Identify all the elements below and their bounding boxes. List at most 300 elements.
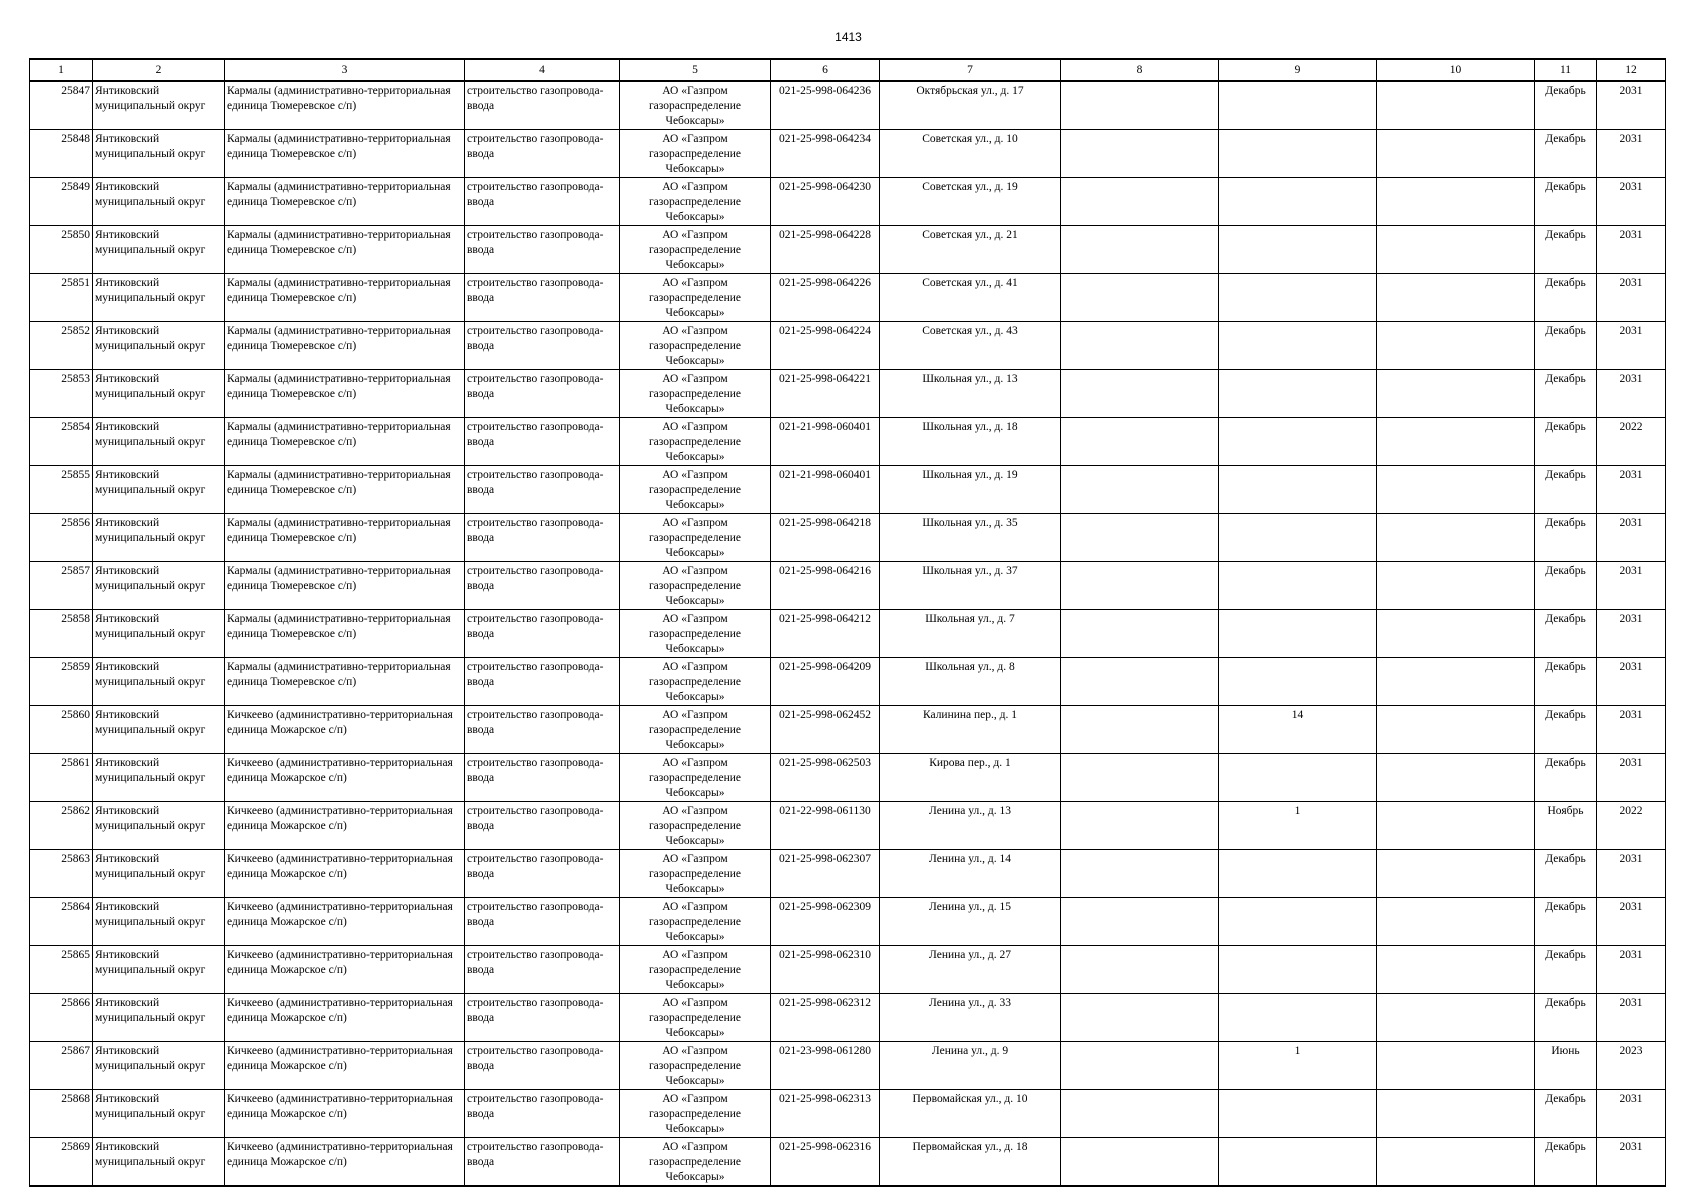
month-cell: Декабрь	[1535, 562, 1597, 610]
address-cell: Первомайская ул., д. 18	[880, 1138, 1061, 1187]
district-cell: Янтиковский муниципальный округ	[93, 274, 225, 322]
month-cell: Декабрь	[1535, 274, 1597, 322]
work-type-cell: строительство газопровода-ввода	[465, 130, 620, 178]
object-id-cell: 021-25-998-064212	[771, 610, 880, 658]
column-8-cell	[1061, 850, 1219, 898]
organization-cell: АО «Газпром газораспределение Чебоксары»	[620, 946, 771, 994]
row-number: 25854	[30, 418, 93, 466]
address-cell: Ленина ул., д. 14	[880, 850, 1061, 898]
work-type-cell: строительство газопровода-ввода	[465, 178, 620, 226]
column-10-cell	[1377, 370, 1535, 418]
column-10-cell	[1377, 130, 1535, 178]
row-number: 25857	[30, 562, 93, 610]
column-10-cell	[1377, 898, 1535, 946]
column-10-cell	[1377, 850, 1535, 898]
column-9-cell	[1219, 274, 1377, 322]
row-number: 25858	[30, 610, 93, 658]
year-cell: 2031	[1597, 850, 1666, 898]
year-cell: 2031	[1597, 370, 1666, 418]
district-cell: Янтиковский муниципальный округ	[93, 946, 225, 994]
organization-cell: АО «Газпром газораспределение Чебоксары»	[620, 418, 771, 466]
column-header: 5	[620, 59, 771, 81]
column-8-cell	[1061, 610, 1219, 658]
column-10-cell	[1377, 994, 1535, 1042]
object-id-cell: 021-25-998-062310	[771, 946, 880, 994]
district-cell: Янтиковский муниципальный округ	[93, 658, 225, 706]
organization-cell: АО «Газпром газораспределение Чебоксары»	[620, 274, 771, 322]
table-row	[30, 994, 1666, 1042]
work-type-cell: строительство газопровода-ввода	[465, 610, 620, 658]
column-8-cell	[1061, 898, 1219, 946]
table-row	[30, 418, 1666, 466]
organization-cell: АО «Газпром газораспределение Чебоксары»	[620, 1138, 771, 1187]
column-9-cell	[1219, 946, 1377, 994]
settlement-cell: Кичкеево (административно-территориальная единица Можарское с/п)	[225, 802, 465, 850]
object-id-cell: 021-25-998-062312	[771, 994, 880, 1042]
column-header: 4	[465, 59, 620, 81]
work-type-cell: строительство газопровода-ввода	[465, 706, 620, 754]
year-cell: 2031	[1597, 322, 1666, 370]
organization-cell: АО «Газпром газораспределение Чебоксары»	[620, 610, 771, 658]
month-cell: Декабрь	[1535, 706, 1597, 754]
column-10-cell	[1377, 946, 1535, 994]
work-type-cell: строительство газопровода-ввода	[465, 1138, 620, 1187]
object-id-cell: 021-25-998-062316	[771, 1138, 880, 1187]
table-row	[30, 226, 1666, 274]
column-8-cell	[1061, 514, 1219, 562]
table-row	[30, 370, 1666, 418]
row-number: 25848	[30, 130, 93, 178]
column-header: 6	[771, 59, 880, 81]
organization-cell: АО «Газпром газораспределение Чебоксары»	[620, 1042, 771, 1090]
object-id-cell: 021-25-998-064228	[771, 226, 880, 274]
row-number: 25856	[30, 514, 93, 562]
settlement-cell: Кичкеево (административно-территориальная единица Можарское с/п)	[225, 1090, 465, 1138]
work-type-cell: строительство газопровода-ввода	[465, 466, 620, 514]
organization-cell: АО «Газпром газораспределение Чебоксары»	[620, 466, 771, 514]
district-cell: Янтиковский муниципальный округ	[93, 802, 225, 850]
work-type-cell: строительство газопровода-ввода	[465, 946, 620, 994]
work-type-cell: строительство газопровода-ввода	[465, 850, 620, 898]
year-cell: 2031	[1597, 514, 1666, 562]
organization-cell: АО «Газпром газораспределение Чебоксары»	[620, 754, 771, 802]
object-id-cell: 021-25-998-064209	[771, 658, 880, 706]
year-cell: 2031	[1597, 1138, 1666, 1187]
organization-cell: АО «Газпром газораспределение Чебоксары»	[620, 130, 771, 178]
table-row	[30, 81, 1666, 130]
work-type-cell: строительство газопровода-ввода	[465, 802, 620, 850]
row-number: 25862	[30, 802, 93, 850]
column-header: 10	[1377, 59, 1535, 81]
header-row	[30, 59, 1666, 81]
object-id-cell: 021-21-998-060401	[771, 466, 880, 514]
address-cell: Советская ул., д. 41	[880, 274, 1061, 322]
column-8-cell	[1061, 130, 1219, 178]
column-8-cell	[1061, 418, 1219, 466]
table-row	[30, 898, 1666, 946]
settlement-cell: Кармалы (административно-территориальная единица Тюмеревское с/п)	[225, 370, 465, 418]
column-9-cell	[1219, 754, 1377, 802]
column-8-cell	[1061, 754, 1219, 802]
object-id-cell: 021-25-998-062307	[771, 850, 880, 898]
column-10-cell	[1377, 418, 1535, 466]
object-id-cell: 021-21-998-060401	[771, 418, 880, 466]
column-10-cell	[1377, 226, 1535, 274]
month-cell: Декабрь	[1535, 610, 1597, 658]
year-cell: 2031	[1597, 274, 1666, 322]
district-cell: Янтиковский муниципальный округ	[93, 178, 225, 226]
row-number: 25849	[30, 178, 93, 226]
settlement-cell: Кармалы (административно-территориальная единица Тюмеревское с/п)	[225, 274, 465, 322]
month-cell: Декабрь	[1535, 130, 1597, 178]
work-type-cell: строительство газопровода-ввода	[465, 562, 620, 610]
column-9-cell	[1219, 562, 1377, 610]
address-cell: Советская ул., д. 21	[880, 226, 1061, 274]
address-cell: Ленина ул., д. 15	[880, 898, 1061, 946]
settlement-cell: Кармалы (административно-территориальная единица Тюмеревское с/п)	[225, 178, 465, 226]
address-cell: Ленина ул., д. 13	[880, 802, 1061, 850]
column-header: 9	[1219, 59, 1377, 81]
page-number: 1413	[835, 30, 862, 44]
organization-cell: АО «Газпром газораспределение Чебоксары»	[620, 994, 771, 1042]
month-cell: Декабрь	[1535, 658, 1597, 706]
column-8-cell	[1061, 466, 1219, 514]
district-cell: Янтиковский муниципальный округ	[93, 226, 225, 274]
organization-cell: АО «Газпром газораспределение Чебоксары»	[620, 658, 771, 706]
address-cell: Первомайская ул., д. 10	[880, 1090, 1061, 1138]
table-row	[30, 802, 1666, 850]
column-9-cell	[1219, 1090, 1377, 1138]
work-type-cell: строительство газопровода-ввода	[465, 898, 620, 946]
column-8-cell	[1061, 81, 1219, 130]
address-cell: Школьная ул., д. 8	[880, 658, 1061, 706]
settlement-cell: Кармалы (административно-территориальная единица Тюмеревское с/п)	[225, 226, 465, 274]
table-row	[30, 1042, 1666, 1090]
organization-cell: АО «Газпром газораспределение Чебоксары»	[620, 562, 771, 610]
year-cell: 2031	[1597, 562, 1666, 610]
organization-cell: АО «Газпром газораспределение Чебоксары»	[620, 898, 771, 946]
row-number: 25864	[30, 898, 93, 946]
column-9-cell: 14	[1219, 706, 1377, 754]
work-type-cell: строительство газопровода-ввода	[465, 418, 620, 466]
column-10-cell	[1377, 1042, 1535, 1090]
settlement-cell: Кармалы (административно-территориальная единица Тюмеревское с/п)	[225, 418, 465, 466]
row-number: 25847	[30, 81, 93, 130]
table-row	[30, 322, 1666, 370]
year-cell: 2022	[1597, 802, 1666, 850]
month-cell: Декабрь	[1535, 946, 1597, 994]
column-8-cell	[1061, 658, 1219, 706]
organization-cell: АО «Газпром газораспределение Чебоксары»	[620, 81, 771, 130]
column-10-cell	[1377, 562, 1535, 610]
month-cell: Декабрь	[1535, 850, 1597, 898]
table-row	[30, 130, 1666, 178]
district-cell: Янтиковский муниципальный округ	[93, 1090, 225, 1138]
month-cell: Июнь	[1535, 1042, 1597, 1090]
work-type-cell: строительство газопровода-ввода	[465, 322, 620, 370]
district-cell: Янтиковский муниципальный округ	[93, 322, 225, 370]
address-cell: Школьная ул., д. 37	[880, 562, 1061, 610]
settlement-cell: Кичкеево (административно-территориальная единица Можарское с/п)	[225, 754, 465, 802]
table-row	[30, 658, 1666, 706]
address-cell: Советская ул., д. 19	[880, 178, 1061, 226]
month-cell: Декабрь	[1535, 1090, 1597, 1138]
object-id-cell: 021-25-998-064226	[771, 274, 880, 322]
column-10-cell	[1377, 178, 1535, 226]
row-number: 25850	[30, 226, 93, 274]
month-cell: Ноябрь	[1535, 802, 1597, 850]
row-number: 25855	[30, 466, 93, 514]
address-cell: Калинина пер., д. 1	[880, 706, 1061, 754]
row-number: 25867	[30, 1042, 93, 1090]
row-number: 25868	[30, 1090, 93, 1138]
column-header: 3	[225, 59, 465, 81]
column-10-cell	[1377, 514, 1535, 562]
year-cell: 2031	[1597, 81, 1666, 130]
column-10-cell	[1377, 322, 1535, 370]
column-8-cell	[1061, 1042, 1219, 1090]
year-cell: 2023	[1597, 1042, 1666, 1090]
object-id-cell: 021-22-998-061130	[771, 802, 880, 850]
work-type-cell: строительство газопровода-ввода	[465, 81, 620, 130]
column-9-cell	[1219, 226, 1377, 274]
organization-cell: АО «Газпром газораспределение Чебоксары»	[620, 1090, 771, 1138]
column-8-cell	[1061, 1138, 1219, 1187]
district-cell: Янтиковский муниципальный округ	[93, 130, 225, 178]
work-type-cell: строительство газопровода-ввода	[465, 226, 620, 274]
object-id-cell: 021-25-998-064221	[771, 370, 880, 418]
month-cell: Декабрь	[1535, 754, 1597, 802]
column-10-cell	[1377, 1090, 1535, 1138]
address-cell: Советская ул., д. 10	[880, 130, 1061, 178]
month-cell: Декабрь	[1535, 898, 1597, 946]
district-cell: Янтиковский муниципальный округ	[93, 562, 225, 610]
table-row	[30, 1090, 1666, 1138]
address-cell: Школьная ул., д. 7	[880, 610, 1061, 658]
district-cell: Янтиковский муниципальный округ	[93, 1138, 225, 1187]
object-id-cell: 021-25-998-062313	[771, 1090, 880, 1138]
object-id-cell: 021-23-998-061280	[771, 1042, 880, 1090]
settlement-cell: Кармалы (административно-территориальная единица Тюмеревское с/п)	[225, 658, 465, 706]
column-header: 8	[1061, 59, 1219, 81]
column-9-cell	[1219, 898, 1377, 946]
year-cell: 2031	[1597, 178, 1666, 226]
column-10-cell	[1377, 466, 1535, 514]
object-id-cell: 021-25-998-062452	[771, 706, 880, 754]
object-id-cell: 021-25-998-062309	[771, 898, 880, 946]
table-row	[30, 754, 1666, 802]
district-cell: Янтиковский муниципальный округ	[93, 1042, 225, 1090]
month-cell: Декабрь	[1535, 514, 1597, 562]
column-10-cell	[1377, 754, 1535, 802]
month-cell: Декабрь	[1535, 226, 1597, 274]
column-9-cell	[1219, 370, 1377, 418]
column-9-cell	[1219, 322, 1377, 370]
column-9-cell: 1	[1219, 802, 1377, 850]
settlement-cell: Кичкеево (административно-территориальная единица Можарское с/п)	[225, 706, 465, 754]
district-cell: Янтиковский муниципальный округ	[93, 514, 225, 562]
settlement-cell: Кичкеево (административно-территориальная единица Можарское с/п)	[225, 898, 465, 946]
district-cell: Янтиковский муниципальный округ	[93, 418, 225, 466]
district-cell: Янтиковский муниципальный округ	[93, 466, 225, 514]
settlement-cell: Кичкеево (административно-территориальная единица Можарское с/п)	[225, 1138, 465, 1187]
settlement-cell: Кичкеево (административно-территориальная единица Можарское с/п)	[225, 850, 465, 898]
table-row	[30, 274, 1666, 322]
work-type-cell: строительство газопровода-ввода	[465, 658, 620, 706]
month-cell: Декабрь	[1535, 466, 1597, 514]
column-10-cell	[1377, 274, 1535, 322]
year-cell: 2031	[1597, 130, 1666, 178]
organization-cell: АО «Газпром газораспределение Чебоксары»	[620, 322, 771, 370]
district-cell: Янтиковский муниципальный округ	[93, 706, 225, 754]
column-10-cell	[1377, 706, 1535, 754]
row-number: 25863	[30, 850, 93, 898]
register-table	[29, 58, 1666, 1187]
district-cell: Янтиковский муниципальный округ	[93, 754, 225, 802]
settlement-cell: Кармалы (административно-территориальная единица Тюмеревское с/п)	[225, 562, 465, 610]
column-8-cell	[1061, 994, 1219, 1042]
district-cell: Янтиковский муниципальный округ	[93, 370, 225, 418]
address-cell: Ленина ул., д. 33	[880, 994, 1061, 1042]
column-header: 2	[93, 59, 225, 81]
column-10-cell	[1377, 658, 1535, 706]
work-type-cell: строительство газопровода-ввода	[465, 370, 620, 418]
settlement-cell: Кичкеево (административно-территориальная единица Можарское с/п)	[225, 1042, 465, 1090]
table-row	[30, 466, 1666, 514]
year-cell: 2031	[1597, 466, 1666, 514]
work-type-cell: строительство газопровода-ввода	[465, 1042, 620, 1090]
object-id-cell: 021-25-998-064216	[771, 562, 880, 610]
column-9-cell	[1219, 1138, 1377, 1187]
column-9-cell	[1219, 418, 1377, 466]
settlement-cell: Кармалы (административно-территориальная единица Тюмеревское с/п)	[225, 130, 465, 178]
organization-cell: АО «Газпром газораспределение Чебоксары»	[620, 802, 771, 850]
object-id-cell: 021-25-998-062503	[771, 754, 880, 802]
address-cell: Школьная ул., д. 13	[880, 370, 1061, 418]
column-9-cell	[1219, 850, 1377, 898]
organization-cell: АО «Газпром газораспределение Чебоксары»	[620, 514, 771, 562]
settlement-cell: Кармалы (административно-территориальная единица Тюмеревское с/п)	[225, 514, 465, 562]
column-header: 7	[880, 59, 1061, 81]
row-number: 25869	[30, 1138, 93, 1187]
month-cell: Декабрь	[1535, 81, 1597, 130]
settlement-cell: Кармалы (административно-территориальная единица Тюмеревское с/п)	[225, 466, 465, 514]
district-cell: Янтиковский муниципальный округ	[93, 610, 225, 658]
table-row	[30, 1138, 1666, 1187]
organization-cell: АО «Газпром газораспределение Чебоксары»	[620, 226, 771, 274]
year-cell: 2022	[1597, 418, 1666, 466]
settlement-cell: Кармалы (административно-территориальная единица Тюмеревское с/п)	[225, 610, 465, 658]
organization-cell: АО «Газпром газораспределение Чебоксары»	[620, 370, 771, 418]
district-cell: Янтиковский муниципальный округ	[93, 898, 225, 946]
column-9-cell	[1219, 81, 1377, 130]
work-type-cell: строительство газопровода-ввода	[465, 514, 620, 562]
month-cell: Декабрь	[1535, 322, 1597, 370]
object-id-cell: 021-25-998-064224	[771, 322, 880, 370]
column-9-cell	[1219, 466, 1377, 514]
district-cell: Янтиковский муниципальный округ	[93, 994, 225, 1042]
year-cell: 2031	[1597, 226, 1666, 274]
address-cell: Ленина ул., д. 27	[880, 946, 1061, 994]
row-number: 25865	[30, 946, 93, 994]
column-10-cell	[1377, 610, 1535, 658]
work-type-cell: строительство газопровода-ввода	[465, 274, 620, 322]
month-cell: Декабрь	[1535, 418, 1597, 466]
column-8-cell	[1061, 946, 1219, 994]
settlement-cell: Кичкеево (административно-территориальная единица Можарское с/п)	[225, 946, 465, 994]
district-cell: Янтиковский муниципальный округ	[93, 850, 225, 898]
table-row	[30, 946, 1666, 994]
table-row	[30, 514, 1666, 562]
address-cell: Ленина ул., д. 9	[880, 1042, 1061, 1090]
organization-cell: АО «Газпром газораспределение Чебоксары»	[620, 850, 771, 898]
year-cell: 2031	[1597, 898, 1666, 946]
year-cell: 2031	[1597, 610, 1666, 658]
address-cell: Кирова пер., д. 1	[880, 754, 1061, 802]
settlement-cell: Кармалы (административно-территориальная единица Тюмеревское с/п)	[225, 322, 465, 370]
row-number: 25859	[30, 658, 93, 706]
column-8-cell	[1061, 322, 1219, 370]
table-row	[30, 562, 1666, 610]
column-9-cell	[1219, 994, 1377, 1042]
work-type-cell: строительство газопровода-ввода	[465, 1090, 620, 1138]
column-8-cell	[1061, 706, 1219, 754]
column-header: 12	[1597, 59, 1666, 81]
work-type-cell: строительство газопровода-ввода	[465, 754, 620, 802]
address-cell: Школьная ул., д. 18	[880, 418, 1061, 466]
column-10-cell	[1377, 81, 1535, 130]
address-cell: Октябрьская ул., д. 17	[880, 81, 1061, 130]
address-cell: Школьная ул., д. 19	[880, 466, 1061, 514]
year-cell: 2031	[1597, 994, 1666, 1042]
column-9-cell	[1219, 610, 1377, 658]
row-number: 25861	[30, 754, 93, 802]
organization-cell: АО «Газпром газораспределение Чебоксары»	[620, 178, 771, 226]
year-cell: 2031	[1597, 706, 1666, 754]
table-row	[30, 850, 1666, 898]
month-cell: Декабрь	[1535, 994, 1597, 1042]
address-cell: Школьная ул., д. 35	[880, 514, 1061, 562]
table-row	[30, 610, 1666, 658]
column-8-cell	[1061, 802, 1219, 850]
row-number: 25852	[30, 322, 93, 370]
district-cell: Янтиковский муниципальный округ	[93, 81, 225, 130]
table-row	[30, 706, 1666, 754]
object-id-cell: 021-25-998-064234	[771, 130, 880, 178]
column-9-cell: 1	[1219, 1042, 1377, 1090]
object-id-cell: 021-25-998-064218	[771, 514, 880, 562]
year-cell: 2031	[1597, 754, 1666, 802]
column-8-cell	[1061, 226, 1219, 274]
column-8-cell	[1061, 178, 1219, 226]
work-type-cell: строительство газопровода-ввода	[465, 994, 620, 1042]
organization-cell: АО «Газпром газораспределение Чебоксары»	[620, 706, 771, 754]
column-header: 11	[1535, 59, 1597, 81]
month-cell: Декабрь	[1535, 1138, 1597, 1187]
month-cell: Декабрь	[1535, 370, 1597, 418]
year-cell: 2031	[1597, 658, 1666, 706]
column-9-cell	[1219, 178, 1377, 226]
month-cell: Декабрь	[1535, 178, 1597, 226]
table-row	[30, 178, 1666, 226]
column-9-cell	[1219, 130, 1377, 178]
row-number: 25851	[30, 274, 93, 322]
column-9-cell	[1219, 658, 1377, 706]
object-id-cell: 021-25-998-064230	[771, 178, 880, 226]
column-8-cell	[1061, 370, 1219, 418]
row-number: 25853	[30, 370, 93, 418]
year-cell: 2031	[1597, 946, 1666, 994]
